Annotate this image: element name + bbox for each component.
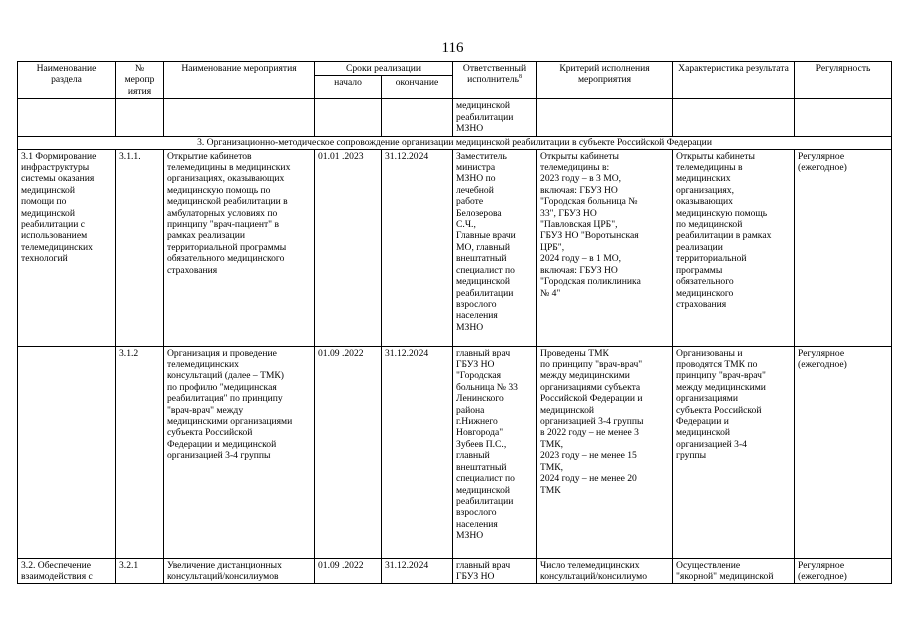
cell-empty	[164, 99, 315, 136]
cell-result: Организованы и проводятся ТМК по принципу "врач-врач" между медицинскими организациями субъекта Российской Федерации и медицинской организацией 3-4 группы	[673, 346, 795, 558]
cell-responsible: главный врач ГБУЗ НО	[453, 558, 537, 584]
header-num: № меропр иятия	[116, 62, 164, 99]
cell-num: 3.2.1	[116, 558, 164, 584]
cell-result: Открыты кабинеты телемедицины в медицинских организациях, оказывающих медицинскую помощь по медицинской реабилитации в рамках реализации территориальной программы обязательного медицинского страхования	[673, 149, 795, 346]
cell-responsible: медицинской реабилитации МЗНО	[453, 99, 537, 136]
cell-end: 31.12.2024	[382, 346, 453, 558]
measures-table	[17, 61, 892, 584]
cell-section: 3.2. Обеспечение взаимодействия с	[18, 558, 116, 584]
header-responsible-label: Ответственный исполнитель	[462, 63, 527, 86]
cell-regularity: Регулярное (ежегодное)	[795, 346, 892, 558]
cell-empty	[673, 99, 795, 136]
table-row	[18, 149, 892, 346]
header-start: начало	[315, 76, 382, 99]
cell-end: 31.12.2024	[382, 149, 453, 346]
header-end: окончание	[382, 76, 453, 99]
header-result: Характеристика результата	[673, 62, 795, 99]
cell-start: 01.09 .2022	[315, 346, 382, 558]
cell-responsible: главный врач ГБУЗ НО "Городская больница № 33 Ленинского района г.Нижнего Новгорода" Зубеев П.С., главный внештатный специалист по медицинской реабилитации взрослого населения МЗНО	[453, 346, 537, 558]
cell-start: 01.09 .2022	[315, 558, 382, 584]
cell-empty	[795, 99, 892, 136]
table-row	[18, 346, 892, 558]
cell-num: 3.1.2	[116, 346, 164, 558]
section-heading-row	[18, 136, 892, 149]
cell-num: 3.1.1.	[116, 149, 164, 346]
cell-responsible: Заместитель министра МЗНО по лечебной работе Белозерова С.Ч., Главные врачи МО, главный внештатный специалист по медицинской реабилитации взрослого населения МЗНО	[453, 149, 537, 346]
cell-empty	[315, 99, 382, 136]
cell-criterion: Проведены ТМК по принципу "врач-врач" между медицинскими организациями субъекта Российской Федерации и медицинской организацией 3-4 группы в 2022 году – не менее 3 ТМК, 2023 году – не менее 15 ТМК, 2024 году – не менее 20 ТМК	[537, 346, 673, 558]
cell-regularity: Регулярное (ежегодное)	[795, 558, 892, 584]
cell-empty	[382, 99, 453, 136]
cell-start: 01.01 .2023	[315, 149, 382, 346]
cell-section	[18, 346, 116, 558]
cell-section: 3.1 Формирование инфраструктуры системы оказания медицинской помощи по медицинской реабилитации с использованием телемедицинских технологий	[18, 149, 116, 346]
cell-event: Организация и проведение телемедицинских консультаций (далее – ТМК) по профилю "медицинская реабилитация" по принципу "врач-врач" между медицинскими организациями субъекта Российской Федерации и медицинской организацией 3-4 группы	[164, 346, 315, 558]
cell-regularity: Регулярное (ежегодное)	[795, 149, 892, 346]
page-number: 116	[441, 40, 464, 56]
cell-result: Осуществление "якорной" медицинской	[673, 558, 795, 584]
header-row	[18, 62, 892, 76]
header-responsible-footnote: 8	[518, 74, 522, 81]
cell-end: 31.12.2024	[382, 558, 453, 584]
header-criterion: Критерий исполнения мероприятия	[537, 62, 673, 99]
cell-event: Увеличение дистанционных консультаций/консилиумов	[164, 558, 315, 584]
cell-empty	[116, 99, 164, 136]
header-section-name: Наименование раздела	[18, 62, 116, 99]
table-row	[18, 558, 892, 584]
header-deadlines: Сроки реализации	[315, 62, 453, 76]
section-heading: 3. Организационно-методическое сопровождение организации медицинской реабилитации в субъекте Российской Федерации	[18, 136, 892, 149]
header-responsible	[453, 62, 537, 99]
header-event-name: Наименование мероприятия	[164, 62, 315, 99]
cell-event: Открытие кабинетов телемедицины в медицинских организациях, оказывающих медицинскую помощь по медицинской реабилитации в амбулаторных условиях по принципу "врач-пациент" в рамках реализации территориальной программы обязательного медицинского страхования	[164, 149, 315, 346]
continuation-row	[18, 99, 892, 136]
header-regularity: Регулярность	[795, 62, 892, 99]
cell-criterion: Открыты кабинеты телемедицины в: 2023 году – в 3 МО, включая: ГБУЗ НО "Городская больница № 33", ГБУЗ НО "Павловская ЦРБ", ГБУЗ НО "Воротынская ЦРБ", 2024 году – в 1 МО, включая: ГБУЗ НО "Городская поликлиника № 4"	[537, 149, 673, 346]
cell-empty	[18, 99, 116, 136]
cell-empty	[537, 99, 673, 136]
cell-criterion: Число телемедицинских консультаций/консилиумо	[537, 558, 673, 584]
